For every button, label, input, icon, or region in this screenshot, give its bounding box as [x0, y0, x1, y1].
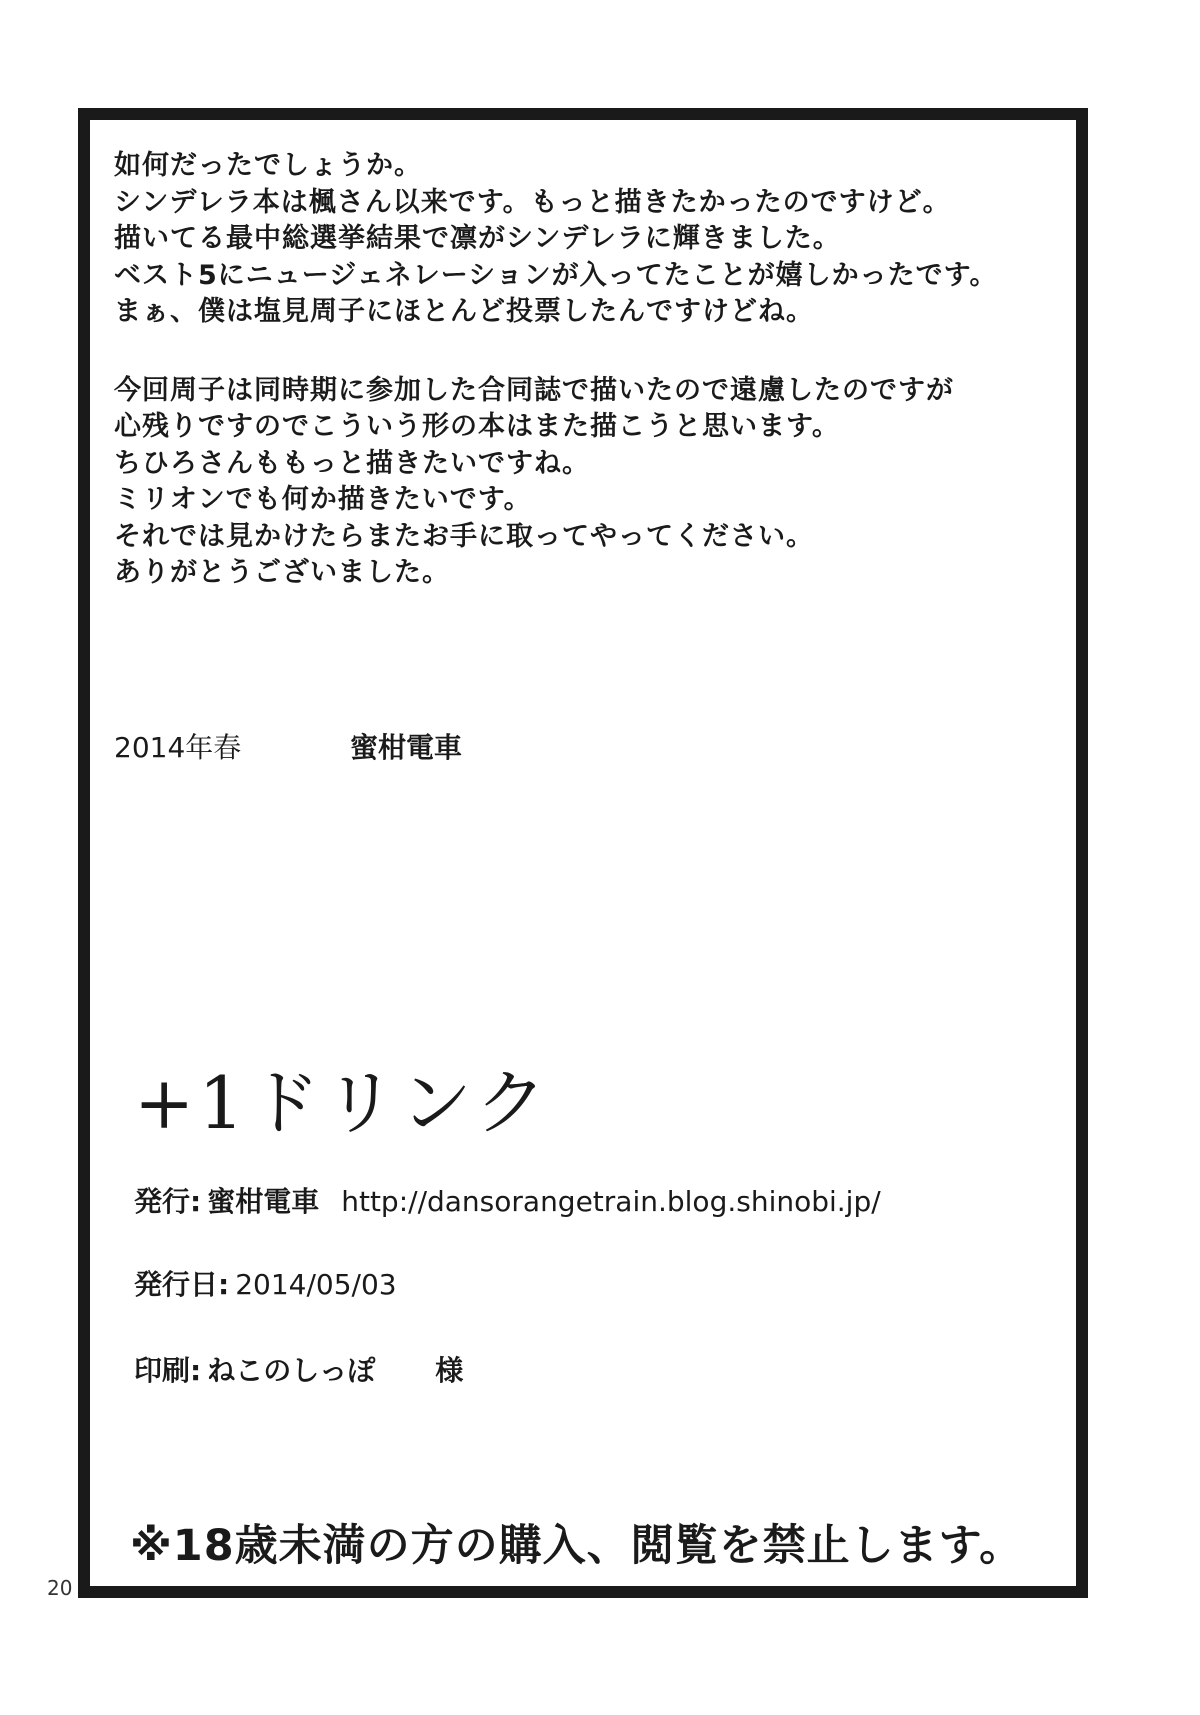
colophon-publisher-row — [134, 1180, 881, 1220]
afterword-line: まぁ、僕は塩見周子にほとんど投票したんですけどね。 — [114, 296, 814, 327]
publish-date: 2014/05/03 — [235, 1268, 397, 1301]
afterword-line: それでは見かけたらまたお手に取ってやってください。 — [114, 520, 814, 552]
printer-name: ねこのしっぽ — [207, 1354, 376, 1387]
afterword-line: シンデレラ本は楓さん以来です。もっと描きたかったのですけど。 — [114, 186, 951, 218]
signature-date: 2014年春 — [114, 731, 242, 764]
page-number: 20 — [47, 1576, 73, 1600]
colophon-printer-row — [134, 1349, 463, 1389]
publisher-name: 蜜柑電車 — [207, 1185, 320, 1218]
signature-circle-name: 蜜柑電車 — [350, 731, 463, 764]
publisher-url: http://dansorangetrain.blog.shinobi.jp/ — [341, 1185, 881, 1218]
paragraph-gap — [114, 331, 1074, 373]
age-restriction-warning: ※18歳未満の方の購入、閲覧を禁止します。 — [130, 1521, 1024, 1571]
colophon-date-row — [134, 1263, 397, 1303]
afterword-line: ベスト5にニュージェネレーションが入ってたことが嬉しかったです。 — [114, 259, 998, 291]
publisher-label: 発行: — [134, 1185, 202, 1218]
afterword-line: 今回周子は同時期に参加した合同誌で描いたので遠慮したのですが — [114, 374, 954, 406]
printer-honorific: 様 — [435, 1354, 464, 1387]
book-title: +1ドリンク — [134, 1061, 551, 1145]
afterword-text — [114, 148, 1074, 592]
afterword-line: ミリオンでも何か描きたいです。 — [114, 484, 532, 515]
afterword-line: 如何だったでしょうか。 — [114, 150, 422, 181]
afterword-line: 心残りですのでこういう形の本はまた描こうと思います。 — [114, 411, 840, 442]
signature — [114, 726, 462, 766]
printer-label: 印刷: — [134, 1354, 202, 1387]
afterword-line: 描いてる最中総選挙結果で凛がシンデレラに輝きました。 — [114, 223, 841, 254]
afterword-line: ありがとうございました。 — [114, 557, 450, 588]
publish-date-label: 発行日: — [134, 1268, 230, 1301]
afterword-line: ちひろさんももっと描きたいですね。 — [114, 447, 590, 479]
